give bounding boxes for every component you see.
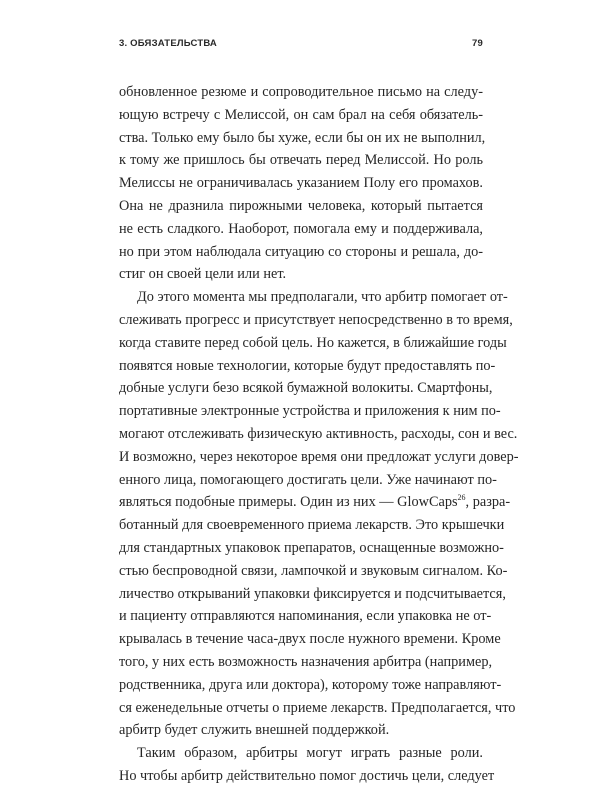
text-line-with-footnote xyxy=(119,491,511,514)
line-text: являться подобные примеры. Один из них — GlowCaps xyxy=(119,494,458,511)
text-line: енного лица, помогающего достигать цели. Уже начинают по- xyxy=(119,471,497,488)
text-line: обновленное резюме и сопроводительное письмо на следу- xyxy=(119,84,483,100)
text-line: стью беспроводной связи, лампочкой и звуковым сигналом. Ко- xyxy=(119,562,508,579)
text-line: Она не дразнила пирожными человека, который пытается xyxy=(119,197,483,214)
text-line: слеживать прогресс и присутствует непосредственно в то время, xyxy=(119,311,513,328)
text-line: появятся новые технологии, которые будут предоставлять по- xyxy=(119,357,496,374)
text-line: ся еженедельные отчеты о приеме лекарств. Предполагается, что xyxy=(119,699,516,716)
text-line: ботанный для своевременного приема лекарств. Это крышечки xyxy=(119,517,505,534)
text-line: Мелиссы не ограничивалась указанием Полу его промахов. xyxy=(119,175,483,192)
line-text-continuation: , разра- xyxy=(465,494,511,511)
text-line: крывалась в течение часа-двух после нужного времени. Кроме xyxy=(119,631,501,648)
text-line: ющую встречу с Мелиссой, он сам брал на себя обязатель- xyxy=(119,106,483,123)
paragraph-end-line: арбитр будет служить внешней поддержкой. xyxy=(119,722,390,739)
page-number: 79 xyxy=(472,38,483,49)
text-line: могают отслеживать физическую активность, расходы, сон и вес. xyxy=(119,425,518,442)
text-line: и пациенту отправляются напоминания, если упаковка не от- xyxy=(119,608,492,625)
text-line: для стандартных упаковок препаратов, оснащенные возможно- xyxy=(119,539,504,556)
text-line: Но чтобы арбитр действительно помог достичь цели, следует xyxy=(119,767,495,784)
paragraph-end-line: стиг он своей цели или нет. xyxy=(119,266,287,283)
text-line: не есть сладкого. Наоборот, помогала ему и поддерживала, xyxy=(119,220,483,237)
text-line: родственника, друга или доктора), которому тоже направляют- xyxy=(119,676,502,693)
text-line: того, у них есть возможность назначения арбитра (например, xyxy=(119,653,493,670)
paragraph-start-line: До этого момента мы предполагали, что арбитр помогает от- xyxy=(137,289,508,306)
text-line: но при этом наблюдала ситуацию со стороны и решала, до- xyxy=(119,243,483,260)
text-line: И возможно, через некоторое время они предложат услуги довер- xyxy=(119,448,519,465)
text-line: когда ставите перед собой цель. Но кажется, в ближайшие годы xyxy=(119,334,507,351)
text-line: ства. Только ему было бы хуже, если бы он их не выполнил, xyxy=(119,129,486,146)
chapter-title: 3. ОБЯЗАТЕЛЬСТВА xyxy=(119,38,217,49)
paragraph-start-line: Таким образом, арбитры могут играть разные роли. xyxy=(137,745,483,762)
running-head xyxy=(119,38,483,52)
text-line: к тому же пришлось бы отвечать перед Мелиссой. Но роль xyxy=(119,152,483,169)
text-line: личество открываний упаковки фиксируется и подсчитывается, xyxy=(119,585,506,602)
body-text xyxy=(119,81,519,788)
text-line: портативные электронные устройства и приложения к ним по- xyxy=(119,403,501,420)
text-line: добные услуги безо всякой бумажной волокиты. Смартфоны, xyxy=(119,380,493,397)
footnote-reference[interactable]: 26 xyxy=(457,493,466,503)
